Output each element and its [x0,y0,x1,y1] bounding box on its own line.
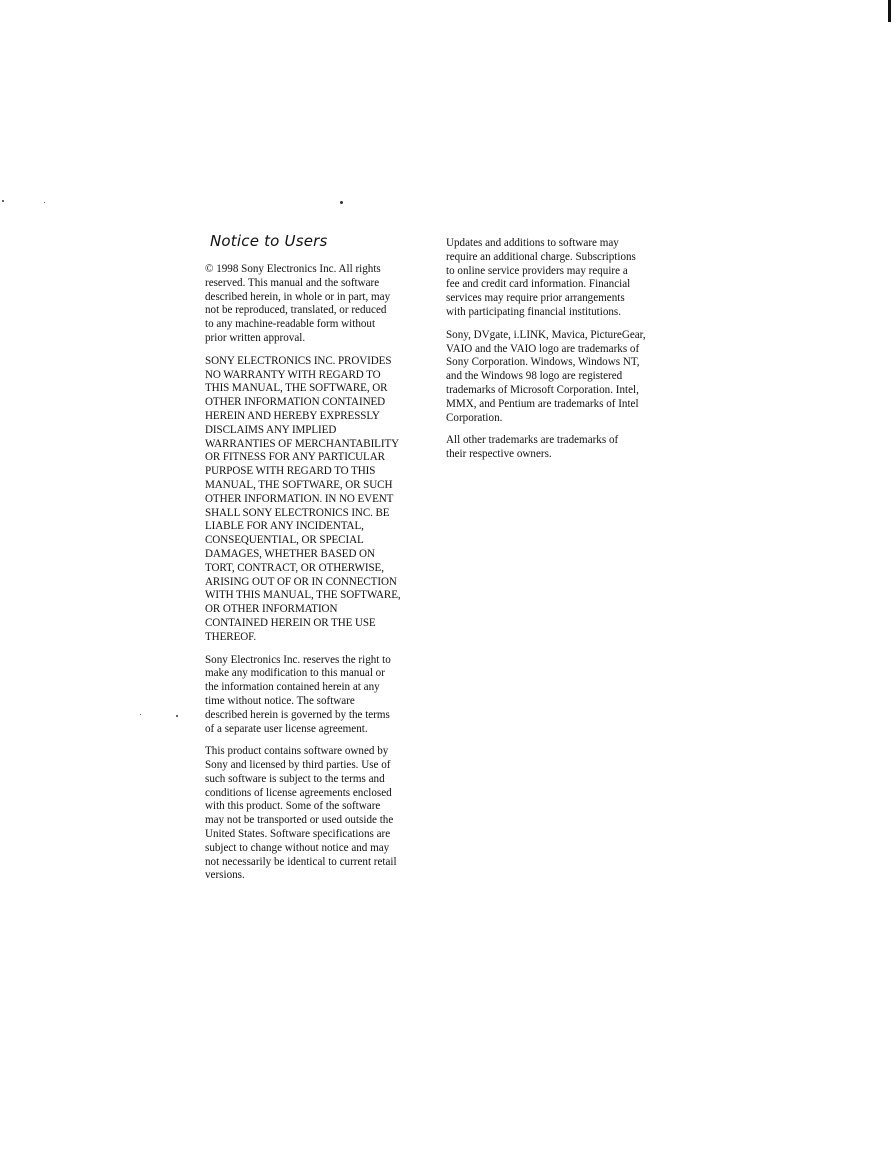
updates-charges-paragraph: Updates and additions to software may require an additional charge. Subscriptions to online service providers may require a fee and credit card information. Financial services may require prior arrangements with participating financial institutions. [446,237,636,318]
other-trademarks-paragraph: All other trademarks are trademarks of their respective owners. [446,434,619,461]
scan-speck [340,201,343,204]
scan-speck [2,200,4,202]
scan-speck [44,202,45,203]
warranty-disclaimer-paragraph: SONY ELECTRONICS INC. PROVIDES NO WARRANTY WITH REGARD TO THIS MANUAL, THE SOFTWARE, OR OTHER INFORMATION CONTAINED HEREIN AND HEREBY EXPRESSLY DISCLAIMS ANY IMPLIED WARRANTIES OF MERCHANTABILITY OR FITNESS FOR ANY PARTICULAR PURPOSE WITH REGARD TO THIS MANUAL, THE SOFTWARE, OR SUCH OTHER INFORMATION. IN NO EVENT SHALL SONY ELECTRONICS INC. BE LIABLE FOR ANY INCIDENTAL, CONSEQUENTIAL, OR SPECIAL DAMAGES, WHETHER BASED ON TORT, CONTRACT, OR OTHERWISE, ARISING OUT OF OR IN CONNECTION WITH THIS MANUAL, THE SOFTWARE, OR OTHER INFORMATION CONTAINED HEREIN OR THE USE THEREOF. [205,354,401,643]
modification-rights-paragraph: Sony Electronics Inc. reserves the right to make any modification to this manual or the information contained herein at any time without notice. The software described herein is governed by the terms of a separate user license agreement. [205,653,391,735]
left-column [205,232,427,892]
right-column [446,237,668,471]
copyright-paragraph: © 1998 Sony Electronics Inc. All rights reserved. This manual and the software described herein, in whole or in part, may not be reproduced, translated, or reduced to any machine-readable form without prior written approval. [205,263,391,344]
notice-title: Notice to Users [210,232,328,250]
third-party-software-paragraph: This product contains software owned by Sony and licensed by third parties. Use of such software is subject to the terms and conditions of license agreements enclosed with this product. Some of the software may not be transported or used outside the United States. Software specifications are subject to change without notice and may not necessarily be identical to current retail versions. [205,745,397,882]
scan-speck [176,715,178,717]
scan-speck [140,714,141,715]
page-edge-mark [888,0,891,22]
trademarks-paragraph: Sony, DVgate, i.LINK, Mavica, PictureGear, VAIO and the VAIO logo are trademarks of Sony Corporation. Windows, Windows NT, and the Windows 98 logo are registered trademarks of Microsoft Corporation. Intel, MMX, and Pentium are trademarks of Intel Corporation. [446,328,646,424]
